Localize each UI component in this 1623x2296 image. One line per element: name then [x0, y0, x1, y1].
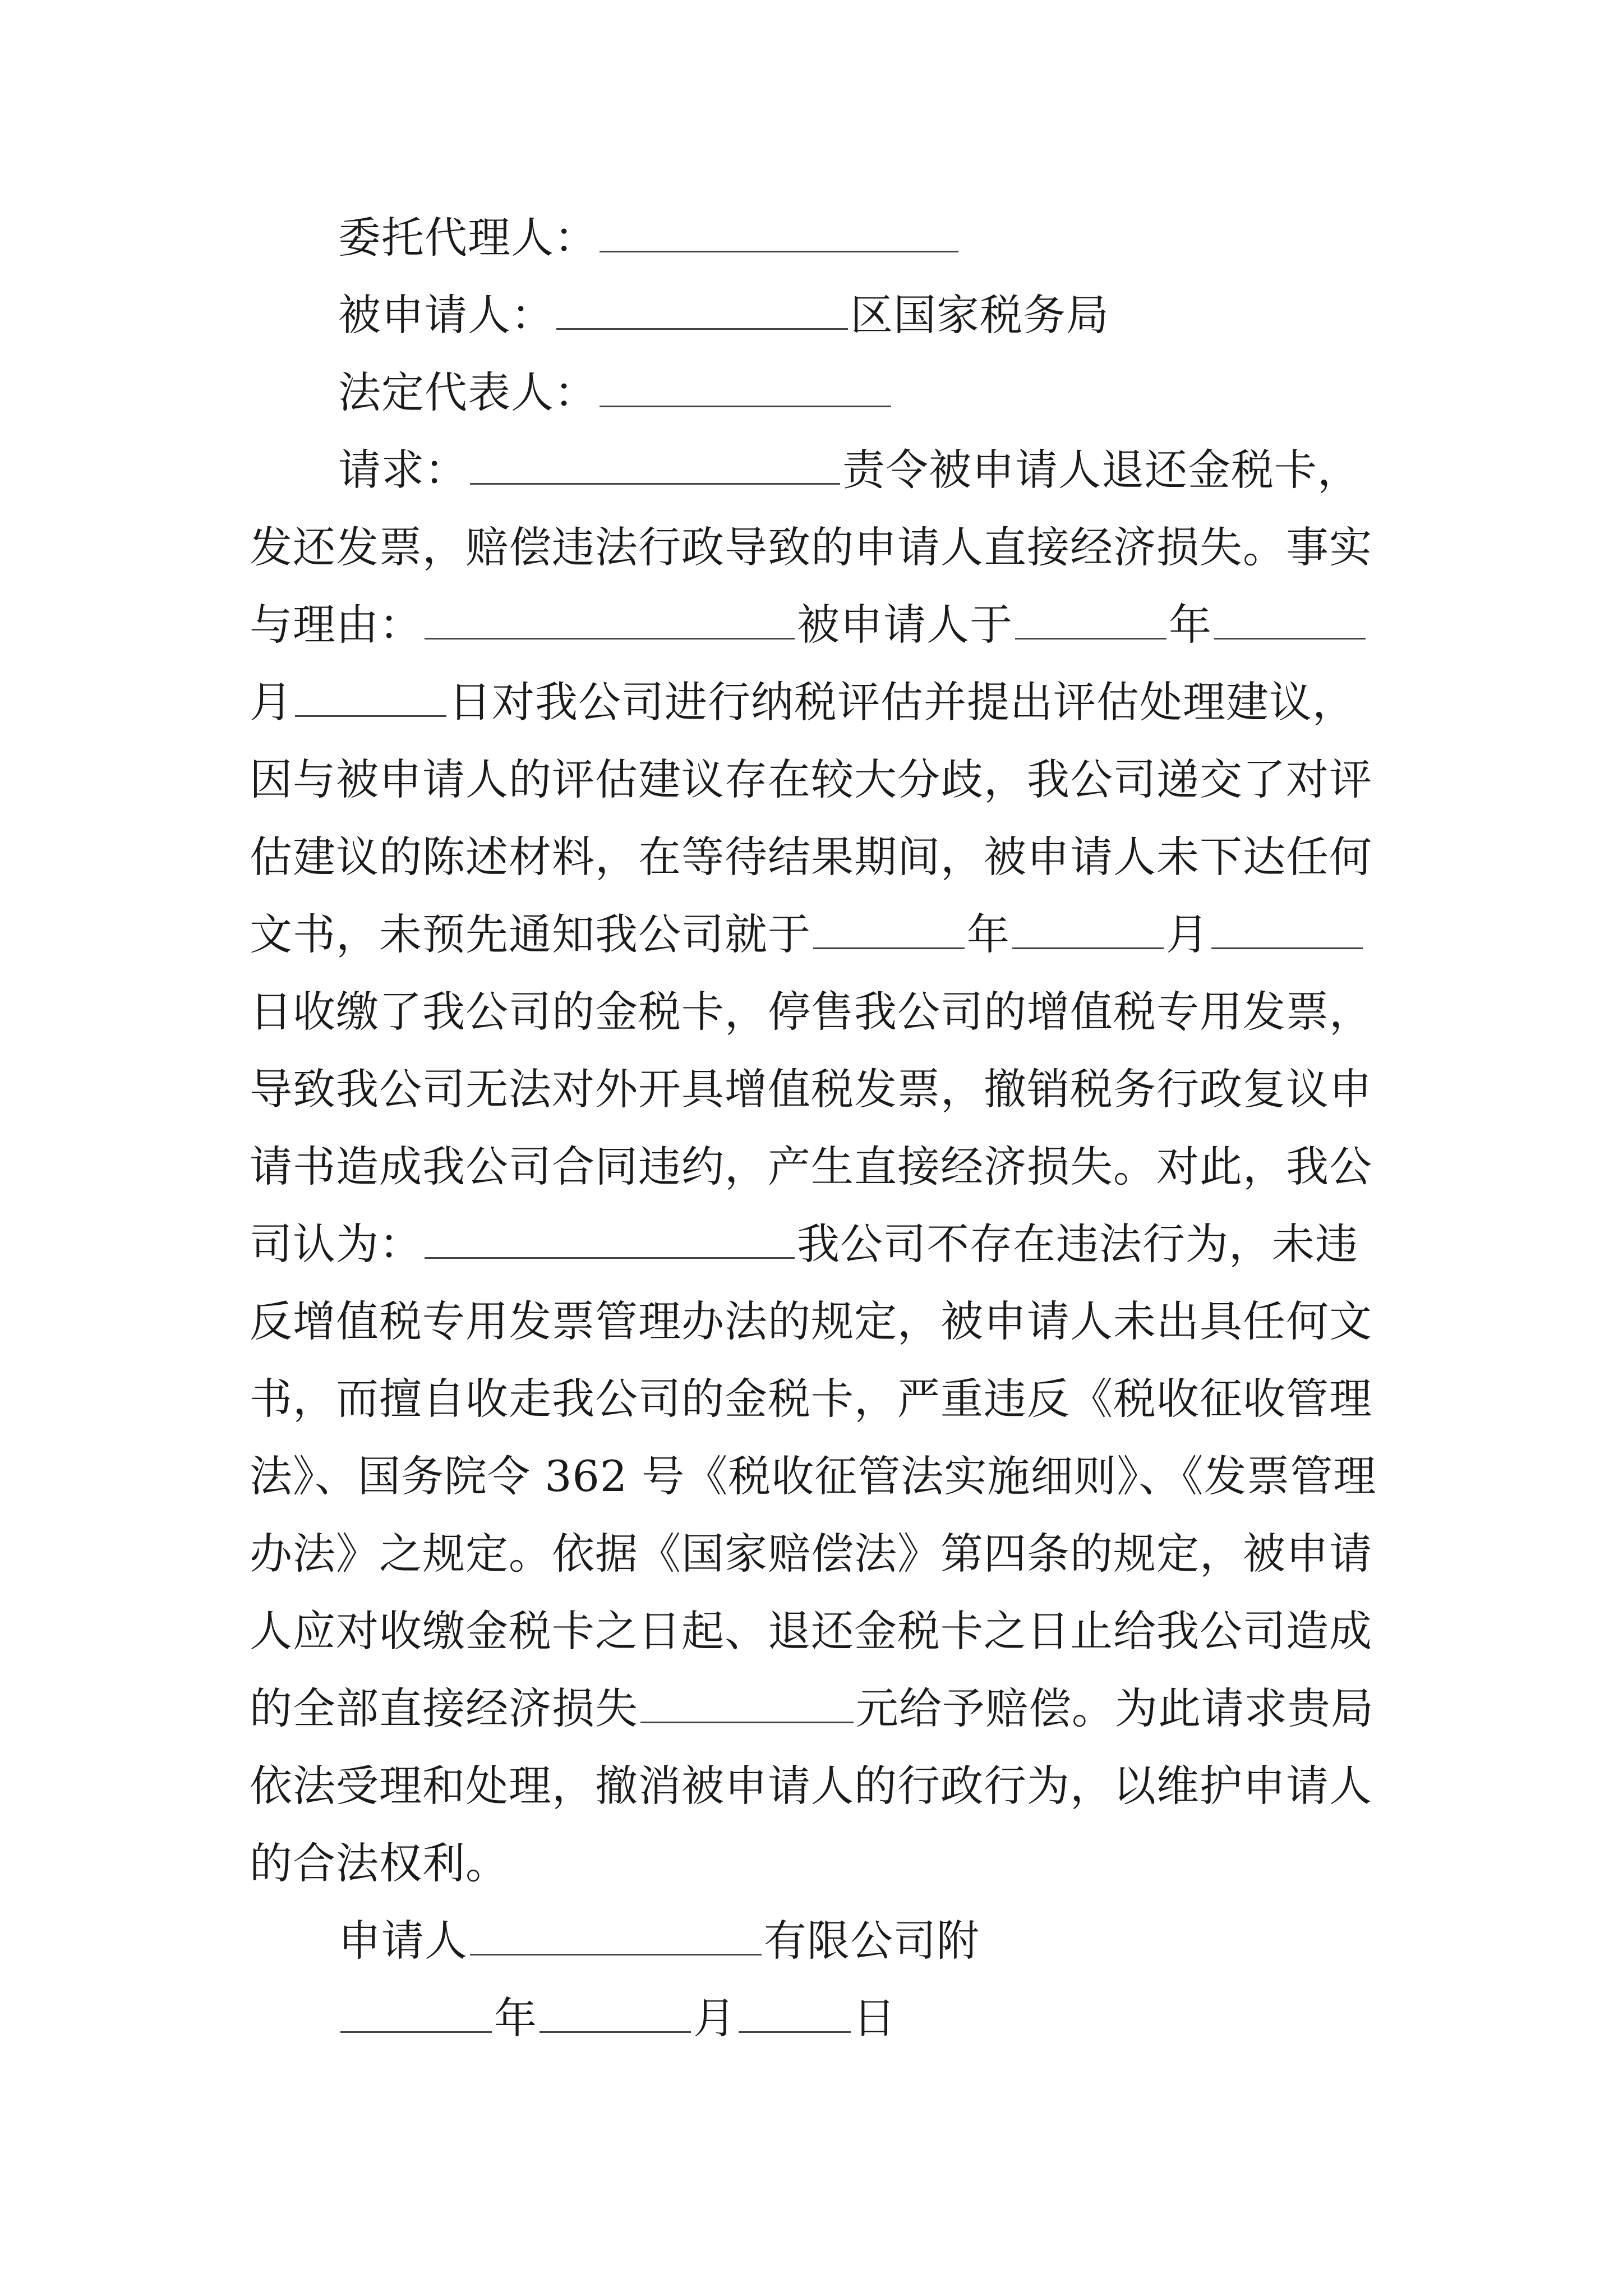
- amount-blank[interactable]: [640, 1687, 854, 1723]
- sign-year-blank[interactable]: [340, 1996, 492, 2033]
- applicant-line: [250, 1902, 1388, 1980]
- respondent-line: [250, 277, 1388, 354]
- legal-rep-label: 法定代表人：: [338, 367, 597, 417]
- legal-rep-blank[interactable]: [600, 371, 891, 407]
- sign-year-text: 年: [494, 1993, 537, 2043]
- respondent-blank[interactable]: [556, 293, 848, 330]
- body-line-4: [250, 664, 1388, 741]
- sign-day-text: 日: [853, 1993, 896, 2043]
- opinion-label: 司认为：: [250, 1219, 422, 1269]
- body-line-2: 发还发票，赔偿违法行政导致的申请人直接经济损失。事实: [250, 522, 1372, 572]
- body-line-19: 的合法权利。: [250, 1838, 509, 1888]
- body-line-8: 日收缴了我公司的金税卡，停售我公司的增值税专用发票，: [250, 987, 1372, 1037]
- body-line-11: [250, 1205, 1388, 1283]
- body-line-6: 估建议的陈述材料，在等待结果期间，被申请人未下达任何: [250, 832, 1372, 882]
- body-line-18: 依法受理和处理，撤消被申请人的行政行为，以维护申请人: [250, 1761, 1372, 1811]
- request-label: 请求：: [338, 445, 468, 495]
- month-blank-1[interactable]: [1214, 603, 1366, 639]
- body-line-3: [250, 586, 1388, 664]
- sign-day-blank[interactable]: [739, 1996, 851, 2033]
- reason-blank[interactable]: [425, 603, 795, 639]
- agent-label: 委托代理人：: [338, 213, 597, 263]
- applicant-label: 申请人: [338, 1916, 468, 1966]
- date-line: [250, 1980, 1388, 2057]
- reason-label: 与理由：: [250, 600, 422, 650]
- agent-blank[interactable]: [600, 216, 958, 252]
- month-text-1: 月: [250, 677, 293, 727]
- month-blank-2[interactable]: [1012, 913, 1164, 949]
- body-line-14: 法》、国务院令 362 号《税收征管法实施细则》、《发票管理: [250, 1451, 1377, 1501]
- compensation-text: 元给予赔偿。为此请求贵局: [856, 1683, 1374, 1733]
- sign-month-text: 月: [693, 1993, 736, 2043]
- year-blank-2[interactable]: [813, 913, 965, 949]
- body-line-7: [250, 896, 1388, 973]
- sign-month-blank[interactable]: [540, 1996, 691, 2033]
- opinion-text: 我公司不存在违法行为，未违: [797, 1219, 1358, 1269]
- body-line-9: 导致我公司无法对外开具增值税发票，撤销税务行政复议申: [250, 1064, 1372, 1114]
- applicant-suffix: 有限公司附: [764, 1916, 980, 1966]
- day-blank-1[interactable]: [295, 680, 446, 717]
- respondent-on-text: 被申请人于: [797, 600, 1013, 650]
- opinion-blank[interactable]: [425, 1222, 795, 1259]
- applicant-blank[interactable]: [470, 1919, 762, 1955]
- month-text-2: 月: [1166, 909, 1209, 959]
- body-line-10: 请书造成我公司合同违约，产生直接经济损失。对此，我公: [250, 1142, 1372, 1191]
- body-line-16: 人应对收缴金税卡之日起、退还金税卡之日止给我公司造成: [250, 1606, 1372, 1656]
- year-text-1: 年: [1169, 600, 1212, 650]
- respondent-suffix: 区国家税务局: [850, 290, 1109, 340]
- body-line-12: 反增值税专用发票管理办法的规定，被申请人未出具任何文: [250, 1296, 1372, 1346]
- legal-rep-line: [250, 354, 1388, 431]
- assessment-text: 日对我公司进行纳税评估并提出评估处理建议，: [449, 677, 1355, 727]
- day-blank-2[interactable]: [1211, 913, 1363, 949]
- body-line-13: 书，而擅自收走我公司的金税卡，严重违反《税收征收管理: [250, 1374, 1372, 1424]
- body-line-1: [250, 431, 1388, 509]
- year-blank-1[interactable]: [1015, 603, 1166, 639]
- respondent-label: 被申请人：: [338, 290, 554, 340]
- request-text: 责令被申请人退还金税卡，: [842, 445, 1361, 495]
- request-blank[interactable]: [470, 448, 840, 485]
- notice-text: 文书，未预先通知我公司就于: [250, 909, 811, 959]
- body-line-15: 办法》之规定。依据《国家赔偿法》第四条的规定，被申请: [250, 1529, 1372, 1579]
- year-text-2: 年: [967, 909, 1010, 959]
- agent-line: [250, 199, 1388, 277]
- body-line-17: [250, 1670, 1388, 1747]
- body-line-5: 因与被申请人的评估建议存在较大分歧，我公司递交了对评: [250, 754, 1372, 804]
- document-body: [250, 199, 1388, 2057]
- loss-text: 的全部直接经济损失: [250, 1683, 638, 1733]
